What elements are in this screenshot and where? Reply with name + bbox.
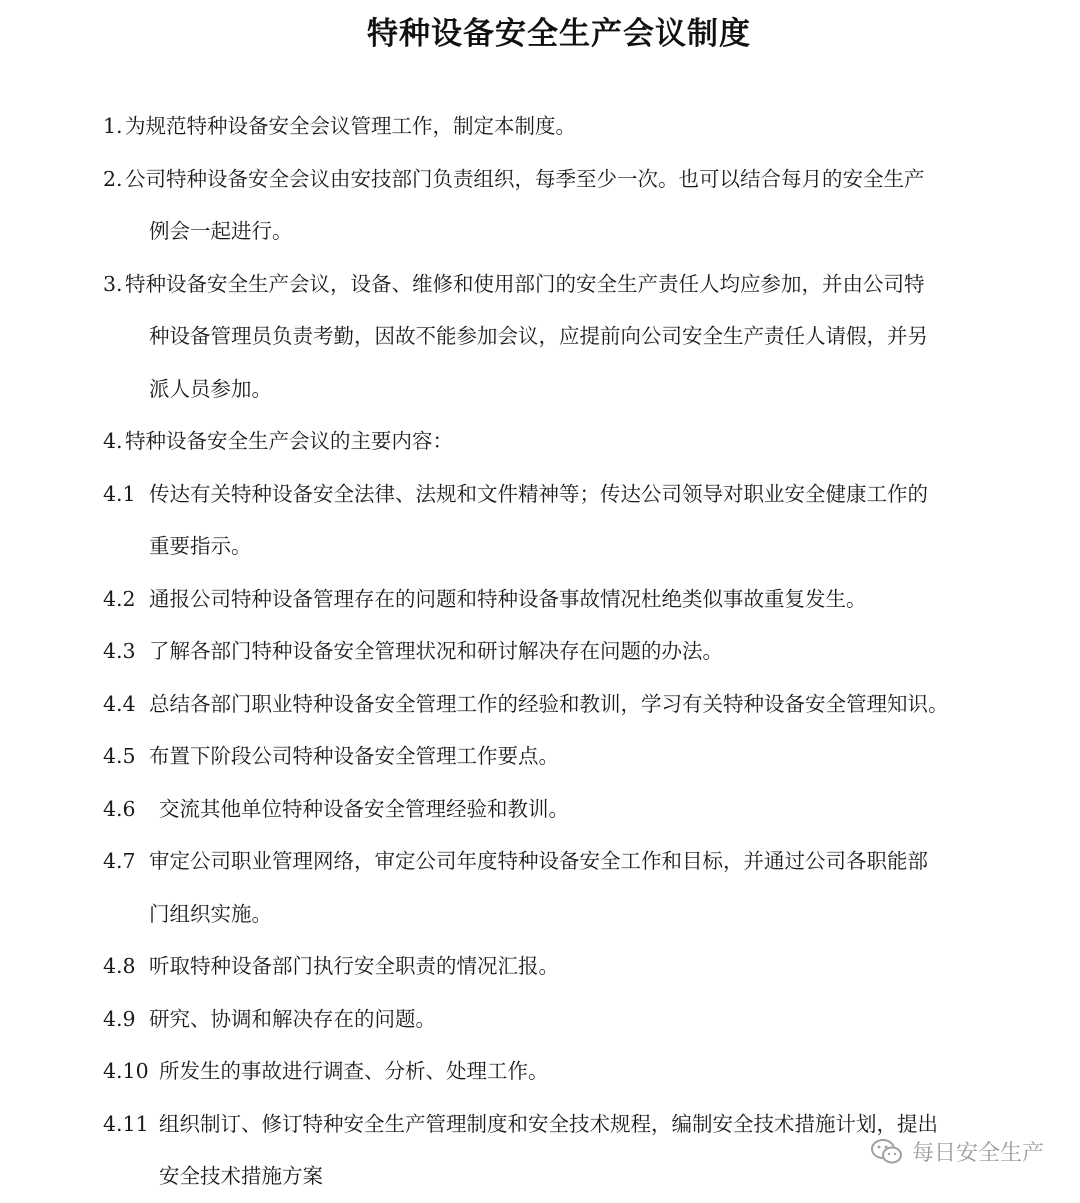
clause-number: 4.1 xyxy=(103,481,136,506)
clause-text-line: 交流其他单位特种设备安全管理经验和教训。 xyxy=(159,796,569,821)
clause-text-line: 组织制订、修订特种安全生产管理制度和安全技术规程，编制安全技术措施计划，提出 xyxy=(159,1111,938,1136)
clause-number: 4.11 xyxy=(103,1111,149,1136)
clause-text-line: 例会一起进行。 xyxy=(149,219,293,243)
clause-number: 4.3 xyxy=(103,639,136,663)
clause-item xyxy=(103,153,1003,258)
clause-number: 4.7 xyxy=(103,849,136,873)
clause-item xyxy=(103,835,1003,940)
clause-text-line: 听取特种设备部门执行安全职责的情况汇报。 xyxy=(149,954,559,978)
clause-item xyxy=(103,258,1003,416)
clause-text-line: 特种设备安全生产会议的主要内容： xyxy=(125,429,453,453)
watermark xyxy=(870,1136,1044,1167)
clause-text-line: 审定公司职业管理网络，审定公司年度特种设备安全工作和目标，并通过公司各职能部 xyxy=(149,849,928,873)
clause-text-line: 为规范特种设备安全会议管理工作，制定本制度。 xyxy=(125,114,576,138)
watermark-text: 每日安全生产 xyxy=(911,1141,1044,1166)
clause-number: 4.6 xyxy=(103,796,136,821)
clause-text-line: 总结各部门职业特种设备安全管理工作的经验和教训，学习有关特种设备安全管理知识。 xyxy=(149,691,949,716)
clause-number: 2. xyxy=(103,166,123,191)
clause-number: 4.4 xyxy=(103,691,136,716)
clause-text-line: 重要指示。 xyxy=(149,534,252,558)
clause-item xyxy=(103,993,1003,1046)
clause-item xyxy=(103,783,1003,836)
clause-item xyxy=(103,730,1003,783)
clause-text-line: 安全技术措施方案 xyxy=(159,1164,323,1188)
clause-item xyxy=(103,940,1003,993)
clause-number: 4.9 xyxy=(103,1006,136,1031)
clause-number: 4.8 xyxy=(103,954,136,978)
clause-number: 4.2 xyxy=(103,586,136,611)
clause-text-line: 了解各部门特种设备安全管理状况和研讨解决存在问题的办法。 xyxy=(149,639,723,663)
clause-item xyxy=(103,678,1003,731)
clause-text-line: 研究、协调和解决存在的问题。 xyxy=(149,1006,436,1031)
clause-text-line: 布置下阶段公司特种设备安全管理工作要点。 xyxy=(149,744,559,768)
clause-number: 4.10 xyxy=(103,1059,149,1083)
clause-number: 1. xyxy=(103,114,123,138)
clause-item xyxy=(103,1045,1003,1098)
clause-item xyxy=(103,1098,1003,1203)
clause-item xyxy=(103,468,1003,573)
clause-item xyxy=(103,100,1003,153)
document-title: 特种设备安全生产会议制度 xyxy=(367,16,751,52)
clause-item xyxy=(103,573,1003,626)
clause-number: 4.5 xyxy=(103,744,136,768)
clause-number: 4. xyxy=(103,429,123,453)
clause-text-line: 种设备管理员负责考勤，因故不能参加会议，应提前向公司安全生产责任人请假，并另 xyxy=(149,324,928,348)
clause-text-line: 传达有关特种设备安全法律、法规和文件精神等；传达公司领导对职业安全健康工作的 xyxy=(149,481,928,506)
clause-text-line: 通报公司特种设备管理存在的问题和特种设备事故情况杜绝类似事故重复发生。 xyxy=(149,586,867,611)
clause-item xyxy=(103,415,1003,468)
wechat-icon xyxy=(870,1137,904,1167)
clause-text-line: 公司特种设备安全会议由安技部门负责组织，每季至少一次。也可以结合每月的安全生产 xyxy=(125,166,925,191)
clause-item xyxy=(103,625,1003,678)
clause-text-line: 特种设备安全生产会议，设备、维修和使用部门的安全生产责任人均应参加，并由公司特 xyxy=(125,271,925,296)
clause-text-line: 门组织实施。 xyxy=(149,901,272,926)
clause-list xyxy=(103,100,1003,1203)
clause-text-line: 所发生的事故进行调查、分析、处理工作。 xyxy=(159,1059,549,1083)
clause-number: 3. xyxy=(103,271,123,296)
clause-text-line: 派人员参加。 xyxy=(149,376,272,401)
